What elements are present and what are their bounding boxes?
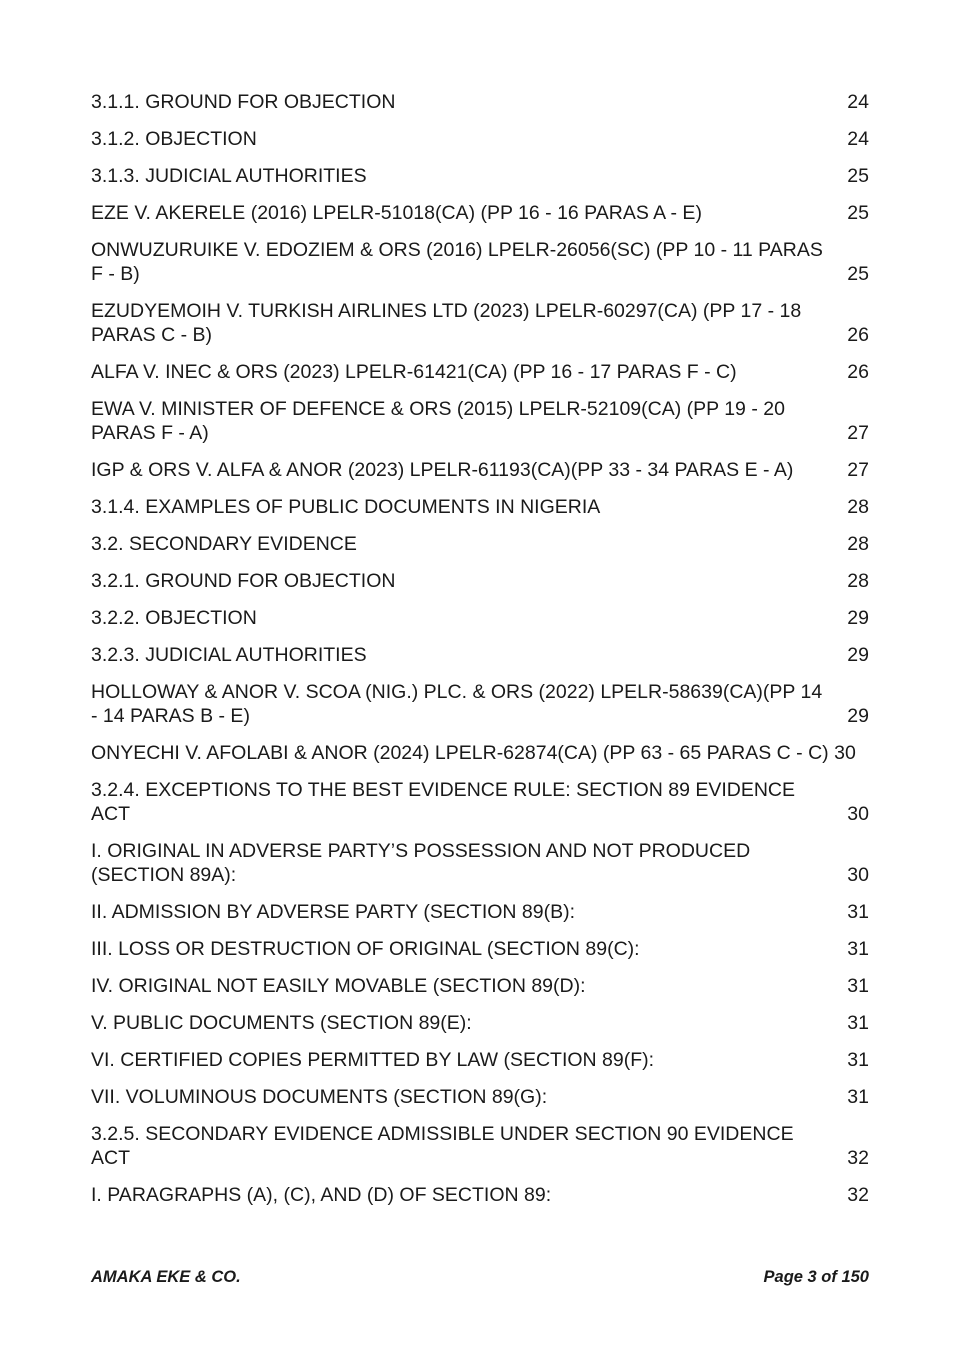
toc-entry-title: I. PARAGRAPHS (A), (C), AND (D) OF SECTION 89: [91,1184,552,1206]
toc-entry[interactable] [91,1183,869,1207]
toc-entry[interactable] [91,778,869,826]
toc-entry-page: 31 [847,901,869,923]
toc-entry[interactable] [91,839,869,887]
toc-entry-page: 31 [847,1012,869,1034]
toc-entry[interactable] [91,1011,869,1035]
toc-entry-page: 32 [847,1184,869,1206]
toc-entry-title: ONWUZURUIKE V. EDOZIEM & ORS (2016) LPELR-26056(SC) (PP 10 - 11 PARAS F - B) [91,239,823,285]
toc-entry[interactable] [91,606,869,630]
toc-entry-page: 30 [847,803,869,825]
toc-entry-page: 26 [847,361,869,383]
toc-entry[interactable] [91,937,869,961]
toc-entry-title: IGP & ORS V. ALFA & ANOR (2023) LPELR-61193(CA)(PP 33 - 34 PARAS E - A) [91,459,794,481]
toc-entry[interactable] [91,397,869,445]
toc-entry-title: VII. VOLUMINOUS DOCUMENTS (SECTION 89(G): [91,1086,548,1108]
toc-entry-page: 30 [847,864,869,886]
toc-entry-title: IV. ORIGINAL NOT EASILY MOVABLE (SECTION 89(D): [91,975,586,997]
toc-entry[interactable] [91,974,869,998]
toc-entry-title: 3.2.4. EXCEPTIONS TO THE BEST EVIDENCE RULE: SECTION 89 EVIDENCE ACT [91,779,796,825]
toc-entry-title: ONYECHI V. AFOLABI & ANOR (2024) LPELR-62874(CA) (PP 63 - 65 PARAS C - C) [91,742,829,764]
toc-entry[interactable] [91,495,869,519]
page-footer [91,1268,869,1287]
toc-entry-page: 30 [834,742,856,764]
toc-entry-page: 32 [847,1147,869,1169]
toc-entry-page: 31 [847,1049,869,1071]
toc-entry[interactable] [91,643,869,667]
toc-entry-page: 31 [847,1086,869,1108]
toc-entry-title: III. LOSS OR DESTRUCTION OF ORIGINAL (SECTION 89(C): [91,938,640,960]
toc-entry[interactable] [91,299,869,347]
toc-entry[interactable] [91,360,869,384]
toc-entry[interactable] [91,238,869,286]
toc-entry-title: 3.1.3. JUDICIAL AUTHORITIES [91,165,367,187]
toc-entry[interactable] [91,201,869,225]
toc-entry-title: 3.1.2. OBJECTION [91,128,257,150]
toc-entry-page: 25 [847,165,869,187]
toc-entry[interactable] [91,1122,869,1170]
toc-entry[interactable] [91,569,869,593]
footer-page-number: Page 3 of 150 [763,1268,869,1286]
table-of-contents [91,90,869,1220]
toc-entry-title: ALFA V. INEC & ORS (2023) LPELR-61421(CA) (PP 16 - 17 PARAS F - C) [91,361,737,383]
toc-entry[interactable] [91,458,869,482]
toc-entry-page: 28 [847,570,869,592]
toc-entry-page: 28 [847,533,869,555]
toc-entry-title: EWA V. MINISTER OF DEFENCE & ORS (2015) LPELR-52109(CA) (PP 19 - 20 PARAS F - A) [91,398,785,444]
toc-entry[interactable] [91,741,869,765]
toc-entry-title: I. ORIGINAL IN ADVERSE PARTY’S POSSESSION AND NOT PRODUCED (SECTION 89A): [91,840,751,886]
toc-entry-page: 24 [847,128,869,150]
toc-entry-title: 3.2.2. OBJECTION [91,607,257,629]
toc-entry-title: 3.2.1. GROUND FOR OBJECTION [91,570,396,592]
toc-entry[interactable] [91,1085,869,1109]
toc-entry[interactable] [91,127,869,151]
toc-entry-title: 3.2.3. JUDICIAL AUTHORITIES [91,644,367,666]
toc-entry[interactable] [91,680,869,728]
toc-entry-page: 27 [847,422,869,444]
footer-firm-name: AMAKA EKE & CO. [91,1268,241,1286]
toc-entry[interactable] [91,90,869,114]
toc-entry-title: VI. CERTIFIED COPIES PERMITTED BY LAW (SECTION 89(F): [91,1049,655,1071]
toc-entry-title: 3.1.1. GROUND FOR OBJECTION [91,91,396,113]
toc-entry-title: 3.1.4. EXAMPLES OF PUBLIC DOCUMENTS IN NIGERIA [91,496,601,518]
toc-entry[interactable] [91,532,869,556]
toc-entry[interactable] [91,164,869,188]
toc-entry[interactable] [91,1048,869,1072]
toc-entry-page: 28 [847,496,869,518]
toc-entry-title: 3.2. SECONDARY EVIDENCE [91,533,357,555]
toc-entry-page: 27 [847,459,869,481]
toc-entry-page: 31 [847,975,869,997]
toc-entry-page: 29 [847,607,869,629]
toc-entry-page: 31 [847,938,869,960]
toc-entry-page: 26 [847,324,869,346]
toc-entry-page: 24 [847,91,869,113]
toc-entry-page: 29 [847,644,869,666]
toc-entry-page: 25 [847,263,869,285]
toc-entry-title: II. ADMISSION BY ADVERSE PARTY (SECTION 89(B): [91,901,576,923]
toc-entry-title: HOLLOWAY & ANOR V. SCOA (NIG.) PLC. & ORS (2022) LPELR-58639(CA)(PP 14 - 14 PARAS B - E) [91,681,823,727]
toc-entry-title: 3.2.5. SECONDARY EVIDENCE ADMISSIBLE UNDER SECTION 90 EVIDENCE ACT [91,1123,794,1169]
toc-entry-title: V. PUBLIC DOCUMENTS (SECTION 89(E): [91,1012,472,1034]
toc-entry[interactable] [91,900,869,924]
toc-entry-title: EZUDYEMOIH V. TURKISH AIRLINES LTD (2023) LPELR-60297(CA) (PP 17 - 18 PARAS C - B) [91,300,802,346]
toc-entry-page: 25 [847,202,869,224]
toc-entry-title: EZE V. AKERELE (2016) LPELR-51018(CA) (PP 16 - 16 PARAS A - E) [91,202,702,224]
toc-entry-page: 29 [847,705,869,727]
